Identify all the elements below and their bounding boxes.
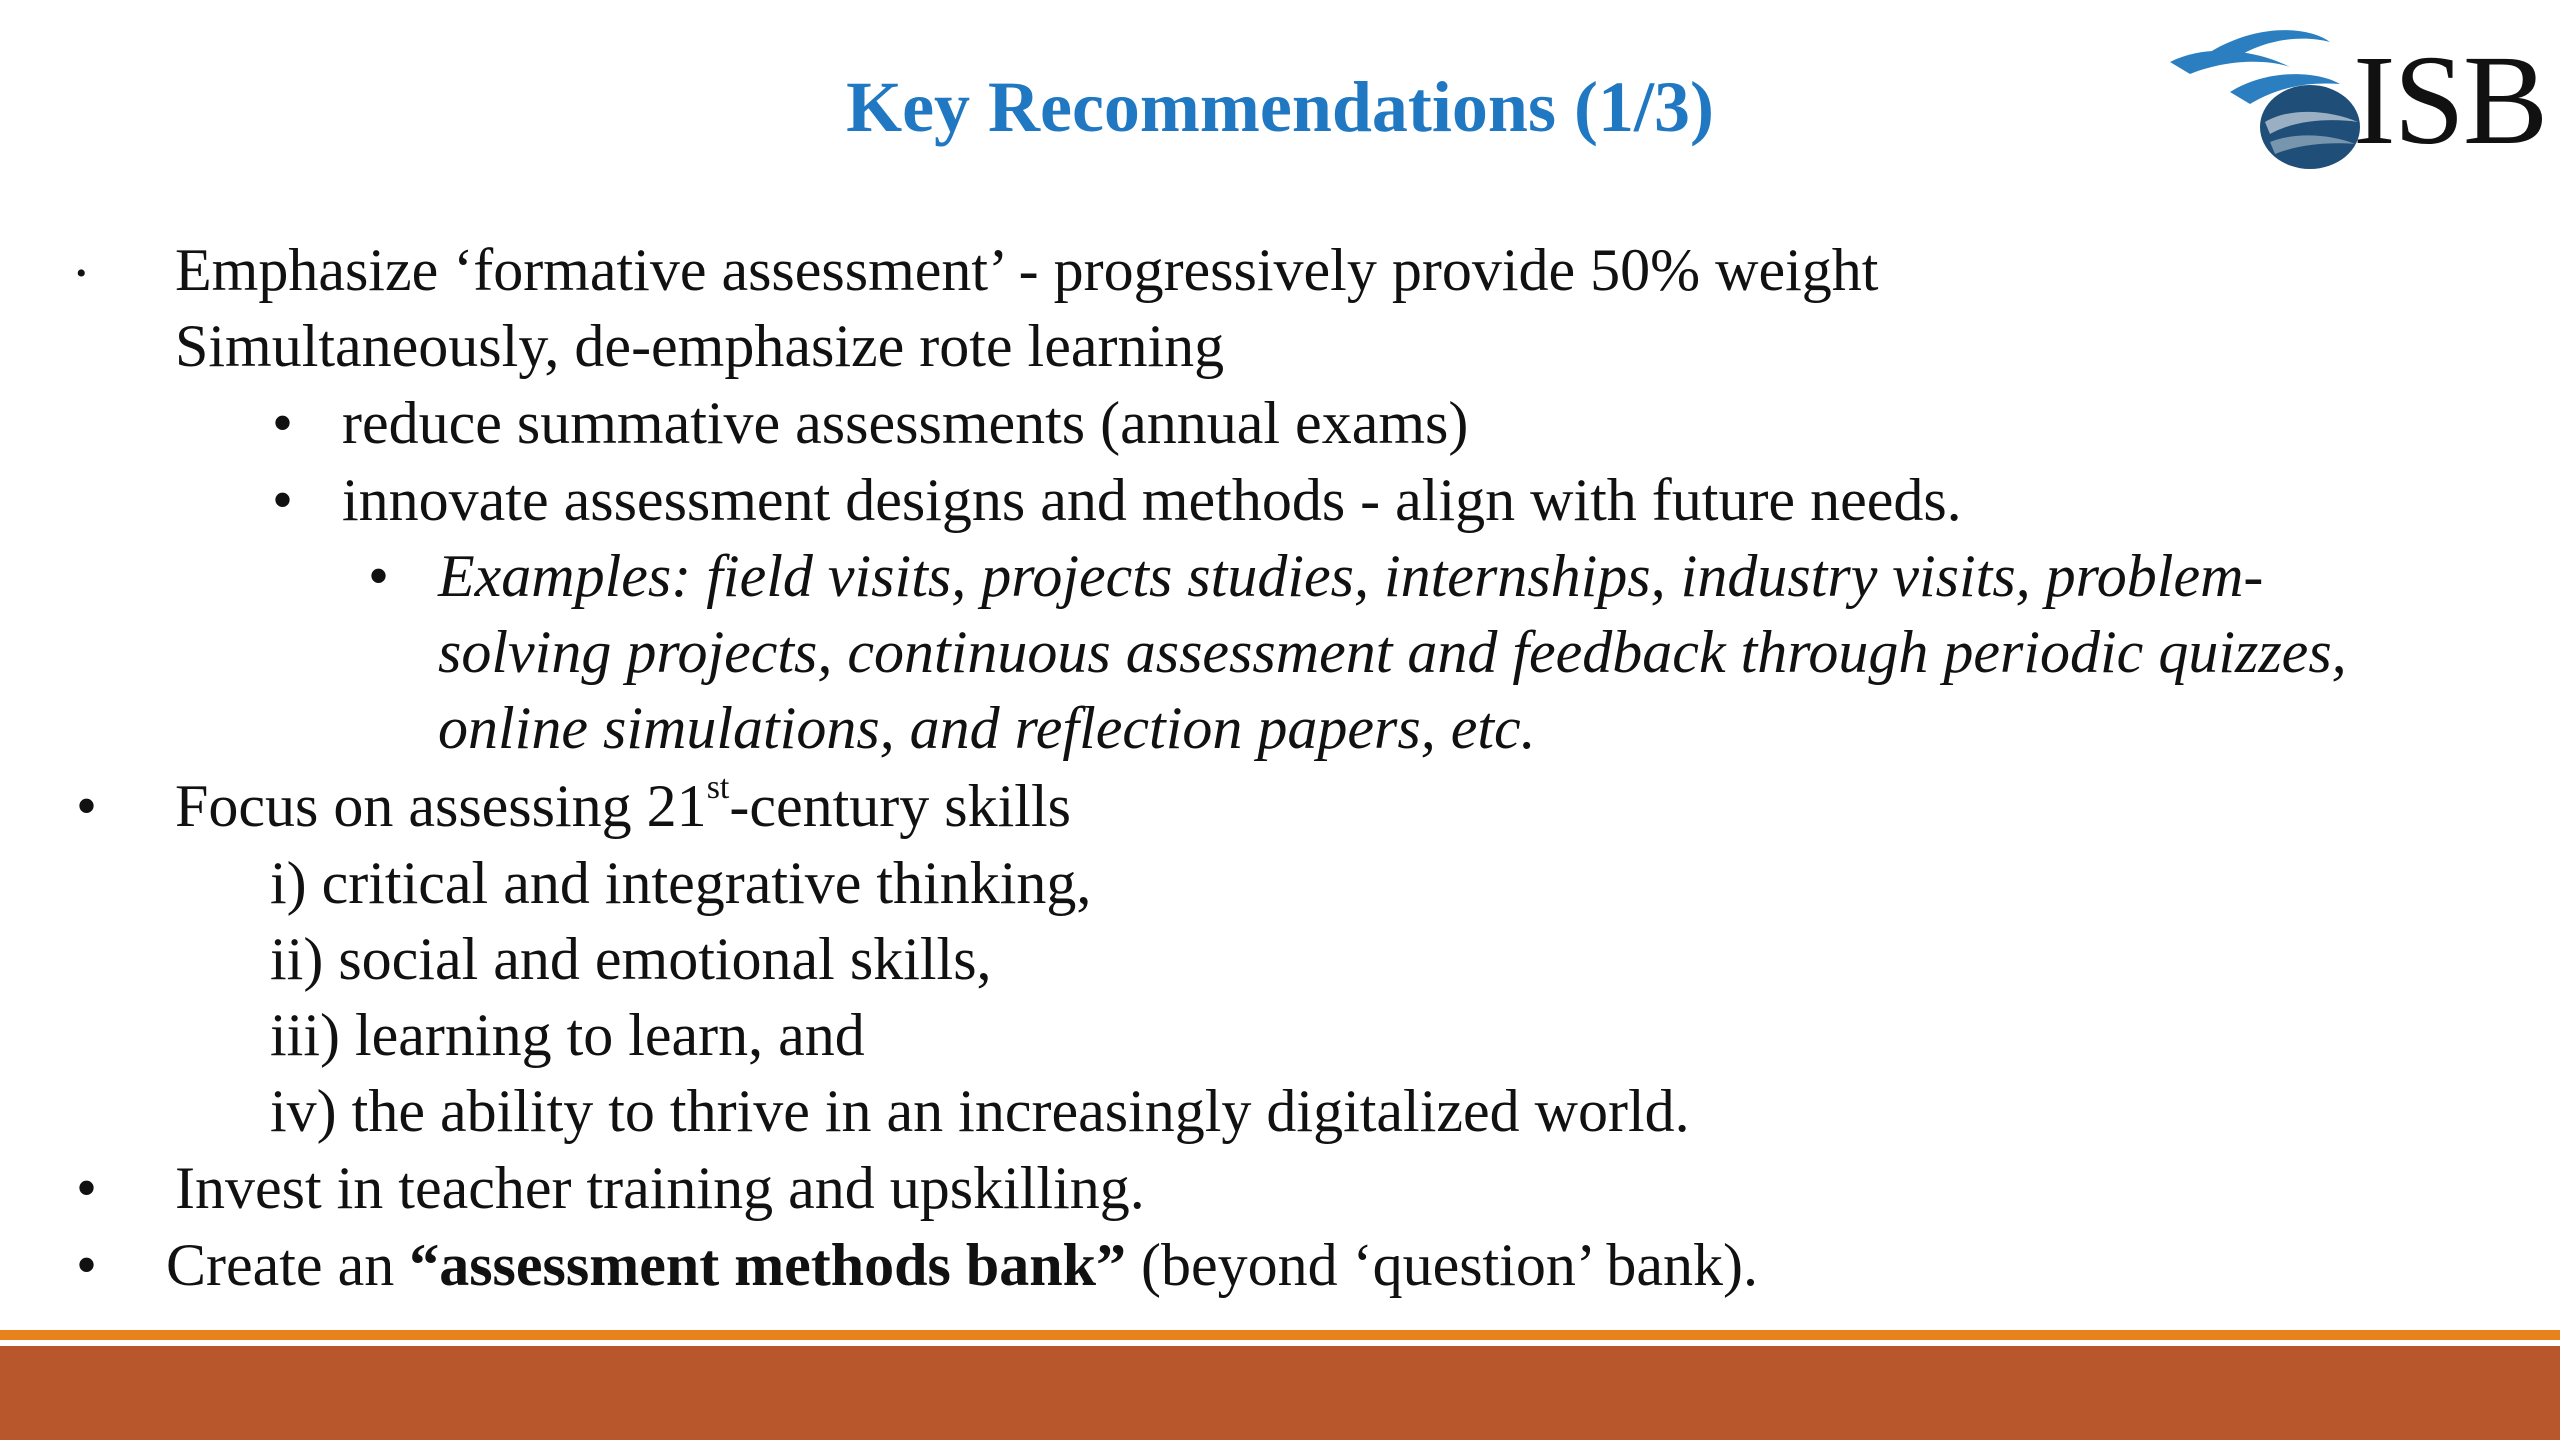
bullet-icon: •: [272, 467, 294, 533]
examples-line-3: online simulations, and reflection papers, etc.: [438, 695, 1536, 761]
bullet-4: [166, 1227, 1758, 1303]
bullet-icon: •: [368, 543, 390, 609]
bullet-4-prefix: Create an: [166, 1232, 410, 1298]
footer-bar: [0, 1346, 2560, 1440]
bullet-4-bold: “assessment methods bank”: [409, 1232, 1126, 1298]
skill-item: ii) social and emotional skills,: [270, 926, 992, 992]
bullet-1-line-1: Emphasize ‘formative assessment’ - progressively provide 50% weight: [175, 237, 1879, 303]
bullet-4-suffix: (beyond ‘question’ bank).: [1125, 1232, 1759, 1298]
bullet-2-heading: [175, 768, 1071, 844]
bullet-2-prefix: Focus on assessing 21: [175, 773, 707, 839]
footer-stripe: [0, 1330, 2560, 1340]
bullet-icon: •: [76, 773, 98, 839]
bullet-1-line-2: Simultaneously, de-emphasize rote learning: [175, 313, 1225, 379]
bullet-icon: •: [76, 257, 87, 290]
skill-item: i) critical and integrative thinking,: [270, 850, 1092, 916]
examples-line-2: solving projects, continuous assessment and feedback through periodic quizzes,: [438, 619, 2347, 685]
bullet-icon: •: [76, 1155, 98, 1221]
bullet-3: Invest in teacher training and upskilling.: [175, 1155, 1145, 1221]
bullet-2-superscript: st: [706, 769, 730, 806]
bullet-icon: •: [272, 390, 294, 456]
bullet-icon: •: [76, 1232, 98, 1298]
skill-item: iv) the ability to thrive in an increasingly digitalized world.: [270, 1078, 1690, 1144]
skill-item: iii) learning to learn, and: [270, 1002, 865, 1068]
sub-bullet-2: innovate assessment designs and methods - align with future needs.: [342, 467, 1962, 533]
isb-logo-text: ISB: [2353, 29, 2547, 171]
examples-line-1: Examples: field visits, projects studies, internships, industry visits, problem-: [438, 543, 2264, 609]
bullet-2-suffix: -century skills: [729, 773, 1071, 839]
sub-bullet-1: reduce summative assessments (annual exams): [342, 390, 1469, 456]
slide-title: Key Recommendations (1/3): [846, 67, 1714, 147]
